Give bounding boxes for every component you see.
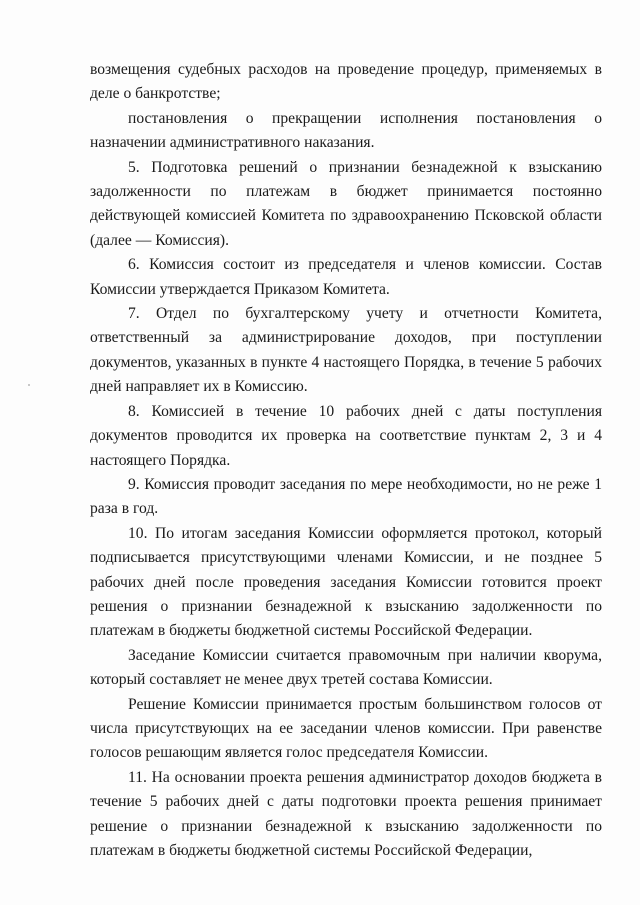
paragraph-termination-resolution: постановления о прекращении исполнения постановления о назначении административного наказания. <box>90 109 602 152</box>
document-body <box>90 58 602 863</box>
paragraph-item-5: 5. Подготовка решений о признании безнадежной к взысканию задолженности по платежам в бюджет принимается постоянно действующей комиссией Комитета по здравоохранению Псковской области (далее — Комиссия). <box>90 158 602 249</box>
scan-speck <box>28 384 30 386</box>
paragraph-bankruptcy-costs: возмещения судебных расходов на проведение процедур, применяемых в деле о банкротстве; <box>90 61 602 103</box>
paragraph-item-11: 11. На основании проекта решения администратор доходов бюджета в течение 5 рабочих дней с даты подготовки проекта решения принимает решение о признании безнадежной к взысканию задолженности по платежам в бюджеты бюджетной системы Российской Федерации, <box>90 768 602 859</box>
paragraph-majority-vote: Решение Комиссии принимается простым большинством голосов от числа присутствующих на ее заседании членов комиссии. При равенстве голосов решающим является голос председателя Комиссии. <box>90 695 602 762</box>
paragraph-item-7: 7. Отдел по бухгалтерскому учету и отчетности Комитета, ответственный за администрирование доходов, при поступлении документов, указанных в пункте 4 настоящего Порядка, в течение 5 рабочих дней направляет их в Комиссию. <box>90 305 602 396</box>
paragraph-item-8: 8. Комиссией в течение 10 рабочих дней с даты поступления документов проводится их проверка на соответствие пунктам 2, 3 и 4 настоящего Порядка. <box>90 402 602 469</box>
paragraph-item-10: 10. По итогам заседания Комиссии оформляется протокол, который подписывается присутствующими членами Комиссии, и не позднее 5 рабочих дней после проведения заседания Комиссии готовится проект решения о признании безнадежной к взысканию задолженности по платежам в бюджеты бюджетной системы Российской Федерации. <box>90 524 602 640</box>
paragraph-item-6: 6. Комиссия состоит из председателя и членов комиссии. Состав Комиссии утверждается Приказом Комитета. <box>90 256 602 298</box>
paragraph-quorum: Заседание Комиссии считается правомочным при наличии кворума, который составляет не менее двух третей состава Комиссии. <box>90 646 602 689</box>
paragraph-item-9: 9. Комиссия проводит заседания по мере необходимости, но не реже 1 раза в год. <box>90 475 602 518</box>
